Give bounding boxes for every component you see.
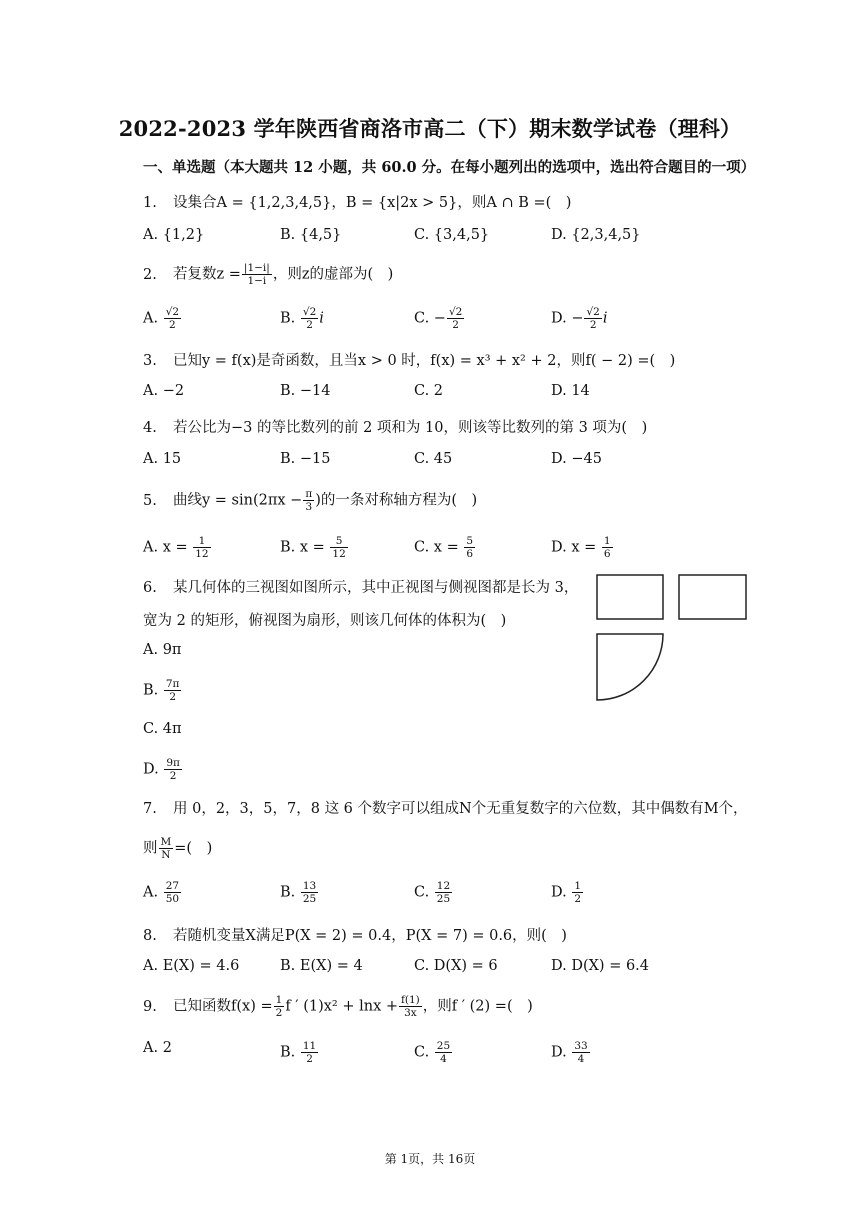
option-d: D. $\frac{1}{2}$ — [551, 880, 582, 905]
question-text: 若公比为−3 的等比数列的前 2 项和为 10，则该等比数列的第 3 项为( ) — [173, 420, 648, 436]
option-a: A. 9π — [143, 642, 182, 658]
option-c: C. {3,4,5} — [414, 227, 490, 243]
question-9: 9. 已知函数f(x) = $\frac{1}{2}$ f ′ (1)x² + lnx + $\frac{f(1)}{3x}$ ，则f ′ (2) =( ) — [143, 994, 533, 1019]
question-9-options — [143, 1040, 763, 1064]
option-a: A. −2 — [143, 383, 185, 399]
question-3-options — [143, 383, 763, 407]
option-d: D. x = $\frac{1}{6}$ — [551, 535, 611, 560]
option-d: D. 14 — [551, 383, 590, 399]
option-b: B. x = $\frac{5}{12}$ — [280, 535, 346, 560]
question-2 — [143, 262, 393, 287]
question-4 — [143, 416, 647, 437]
question-text: 设集合A = {1,2,3,4,5}，B = {x|2x > 5}，则A ∩ B =( ) — [173, 195, 572, 211]
question-number: 7. — [143, 801, 157, 817]
question-number: 9. — [143, 998, 157, 1015]
option-d: D. D(X) = 6.4 — [551, 958, 650, 974]
option-c: C. D(X) = 6 — [414, 958, 498, 974]
option-b: B. $\frac{√2}{2}$ i — [280, 306, 324, 331]
question-number: 2. — [143, 266, 157, 283]
question-4-options — [143, 451, 763, 475]
option-a: A. $\frac{√2}{2}$ — [143, 306, 180, 331]
option-b: B. $\frac{7\pi}{2}$ — [143, 678, 180, 703]
question-text: 某几何体的三视图如图所示，其中正视图与侧视图都是长为 3， — [173, 580, 579, 596]
question-8-options — [143, 958, 763, 982]
question-text: 若随机变量X满足P(X = 2) = 0.4，P(X = 7) = 0.6，则( ) — [173, 928, 567, 944]
question-1 — [143, 191, 571, 212]
option-b: B. −15 — [280, 451, 331, 467]
question-text-b: ，则z的虚部为( ) — [272, 266, 394, 283]
question-6-line-1 — [143, 576, 578, 597]
question-5-options — [143, 535, 763, 559]
option-b: B. {4,5} — [280, 227, 342, 243]
three-view-figure — [590, 570, 762, 710]
front-view-rect — [597, 575, 663, 619]
option-c: C. 45 — [414, 451, 453, 467]
exam-title: 2022-2023 学年陕西省商洛市高二（下）期末数学试卷（理科） — [118, 116, 742, 141]
option-c: C. $\frac{12}{25}$ — [414, 880, 451, 905]
question-3 — [143, 349, 675, 370]
question-number: 8. — [143, 928, 157, 944]
option-b: B. $\frac{13}{25}$ — [280, 880, 317, 905]
page-footer: 第 1页，共 16页 — [384, 1152, 476, 1166]
question-6-line-2: 宽为 2 的矩形，俯视图为扇形，则该几何体的体积为( ) — [143, 613, 507, 629]
option-c: C. − $\frac{√2}{2}$ — [414, 306, 463, 331]
question-text-b: )的一条对称轴方程为( ) — [315, 492, 478, 509]
option-a: A. 2 — [143, 1040, 172, 1056]
top-view-sector — [597, 634, 663, 700]
option-b: B. −14 — [280, 383, 331, 399]
option-a: A. E(X) = 4.6 — [143, 958, 240, 974]
question-7-options — [143, 880, 763, 904]
question-text-a: 若复数z = — [173, 266, 241, 283]
section-heading: 一、单选题（本大题共 12 小题，共 60.0 分。在每小题列出的选项中，选出符合题目的一项） — [143, 159, 756, 176]
option-d: D. $\frac{33}{4}$ — [551, 1040, 588, 1065]
question-text: 用 0，2，3，5，7，8 这 6 个数字可以组成N个无重复数字的六位数，其中偶数有M个， — [173, 801, 748, 817]
question-7-line-2: 则 $\frac{M}{N}$ =( ) — [143, 836, 213, 861]
question-5 — [143, 488, 477, 513]
option-a: A. $\frac{27}{50}$ — [143, 880, 180, 905]
question-number: 1. — [143, 195, 157, 211]
question-2-options — [143, 306, 763, 330]
option-c: C. x = $\frac{5}{6}$ — [414, 535, 474, 560]
option-a: A. x = $\frac{1}{12}$ — [143, 535, 209, 560]
option-d: D. − $\frac{√2}{2}$ i — [551, 306, 608, 331]
question-8 — [143, 924, 567, 945]
option-d: D. −45 — [551, 451, 602, 467]
question-text-a: 曲线y = sin(2πx − — [173, 492, 303, 509]
option-d: D. {2,3,4,5} — [551, 227, 641, 243]
question-7-line-1 — [143, 797, 748, 818]
option-b: B. $\frac{11}{2}$ — [280, 1040, 317, 1065]
question-1-options — [143, 227, 763, 251]
option-c: C. 4π — [143, 721, 182, 737]
side-view-rect — [679, 575, 746, 619]
question-text: 已知y = f(x)是奇函数，且当x > 0 时，f(x) = x³ + x² + 2，则f( − 2) =( ) — [173, 353, 676, 369]
option-a: A. {1,2} — [143, 227, 205, 243]
question-number: 6. — [143, 580, 157, 596]
fraction: $\frac{\pi}{3}$ — [305, 488, 313, 513]
question-number: 5. — [143, 492, 157, 509]
question-number: 3. — [143, 353, 157, 369]
question-number: 4. — [143, 420, 157, 436]
option-c: C. 2 — [414, 383, 444, 399]
fraction: $\frac{|1-i|}{1-i}$ — [243, 262, 270, 287]
option-d: D. $\frac{9\pi}{2}$ — [143, 757, 180, 782]
option-b: B. E(X) = 4 — [280, 958, 363, 974]
option-a: A. 15 — [143, 451, 182, 467]
option-c: C. $\frac{25}{4}$ — [414, 1040, 451, 1065]
